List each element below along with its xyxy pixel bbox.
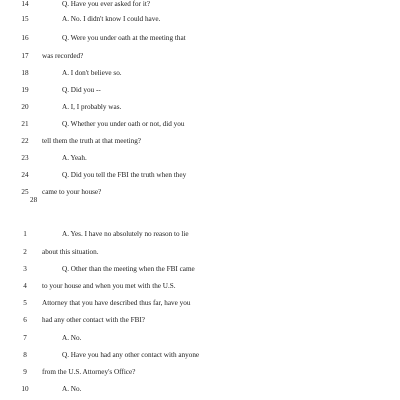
line-text: was recorded? <box>42 52 84 60</box>
line-text: A. Yes. I have no absolutely no reason to lie <box>62 230 189 238</box>
line-number: 23 <box>21 154 29 162</box>
line-number: 19 <box>21 86 29 94</box>
line-text: A. I, I probably was. <box>62 103 122 111</box>
line-text: A. Yeah. <box>62 154 87 162</box>
line-text: A. I don't believe so. <box>62 69 122 77</box>
line-text: Q. Were you under oath at the meeting that <box>62 34 186 42</box>
line-text: about this situation. <box>42 248 99 256</box>
line-number: 22 <box>21 137 29 145</box>
line-number: 6 <box>23 316 27 324</box>
line-text: tell them the truth at that meeting? <box>42 137 141 145</box>
line-number: 3 <box>23 265 27 273</box>
line-number: 18 <box>21 69 29 77</box>
line-number: 15 <box>21 15 29 23</box>
line-number: 1 <box>23 230 27 238</box>
line-number: 14 <box>21 0 29 8</box>
page-number: 28 <box>30 196 38 204</box>
line-text: to your house and when you met with the U.S. <box>42 282 176 290</box>
line-text: Q. Whether you under oath or not, did you <box>62 120 185 128</box>
line-number: 20 <box>21 103 29 111</box>
line-number: 2 <box>23 248 27 256</box>
line-number: 25 <box>21 188 29 196</box>
line-text: had any other contact with the FBI? <box>42 316 145 324</box>
line-text: A. No. <box>62 334 82 342</box>
line-text: Q. Did you tell the FBI the truth when they <box>62 171 187 179</box>
line-number: 24 <box>21 171 29 179</box>
line-number: 9 <box>23 368 27 376</box>
line-number: 7 <box>23 334 27 342</box>
line-text: A. No. I didn't know I could have. <box>62 15 161 23</box>
line-number: 8 <box>23 351 27 359</box>
line-text: A. No. <box>62 385 82 393</box>
line-text: Q. Other than the meeting when the FBI came <box>62 265 195 273</box>
line-text: came to your house? <box>42 188 102 196</box>
line-text: Q. Did you -- <box>62 86 101 94</box>
line-text: Q. Have you ever asked for it? <box>62 0 151 8</box>
line-number: 10 <box>21 385 29 393</box>
line-number: 16 <box>21 34 29 42</box>
line-number: 17 <box>21 52 29 60</box>
line-text: Attorney that you have described thus far, have you <box>42 299 191 307</box>
line-number: 5 <box>23 299 27 307</box>
line-text: Q. Have you had any other contact with anyone <box>62 351 200 359</box>
line-number: 21 <box>21 120 29 128</box>
line-number: 4 <box>23 282 27 290</box>
line-text: from the U.S. Attorney's Office? <box>42 368 136 376</box>
